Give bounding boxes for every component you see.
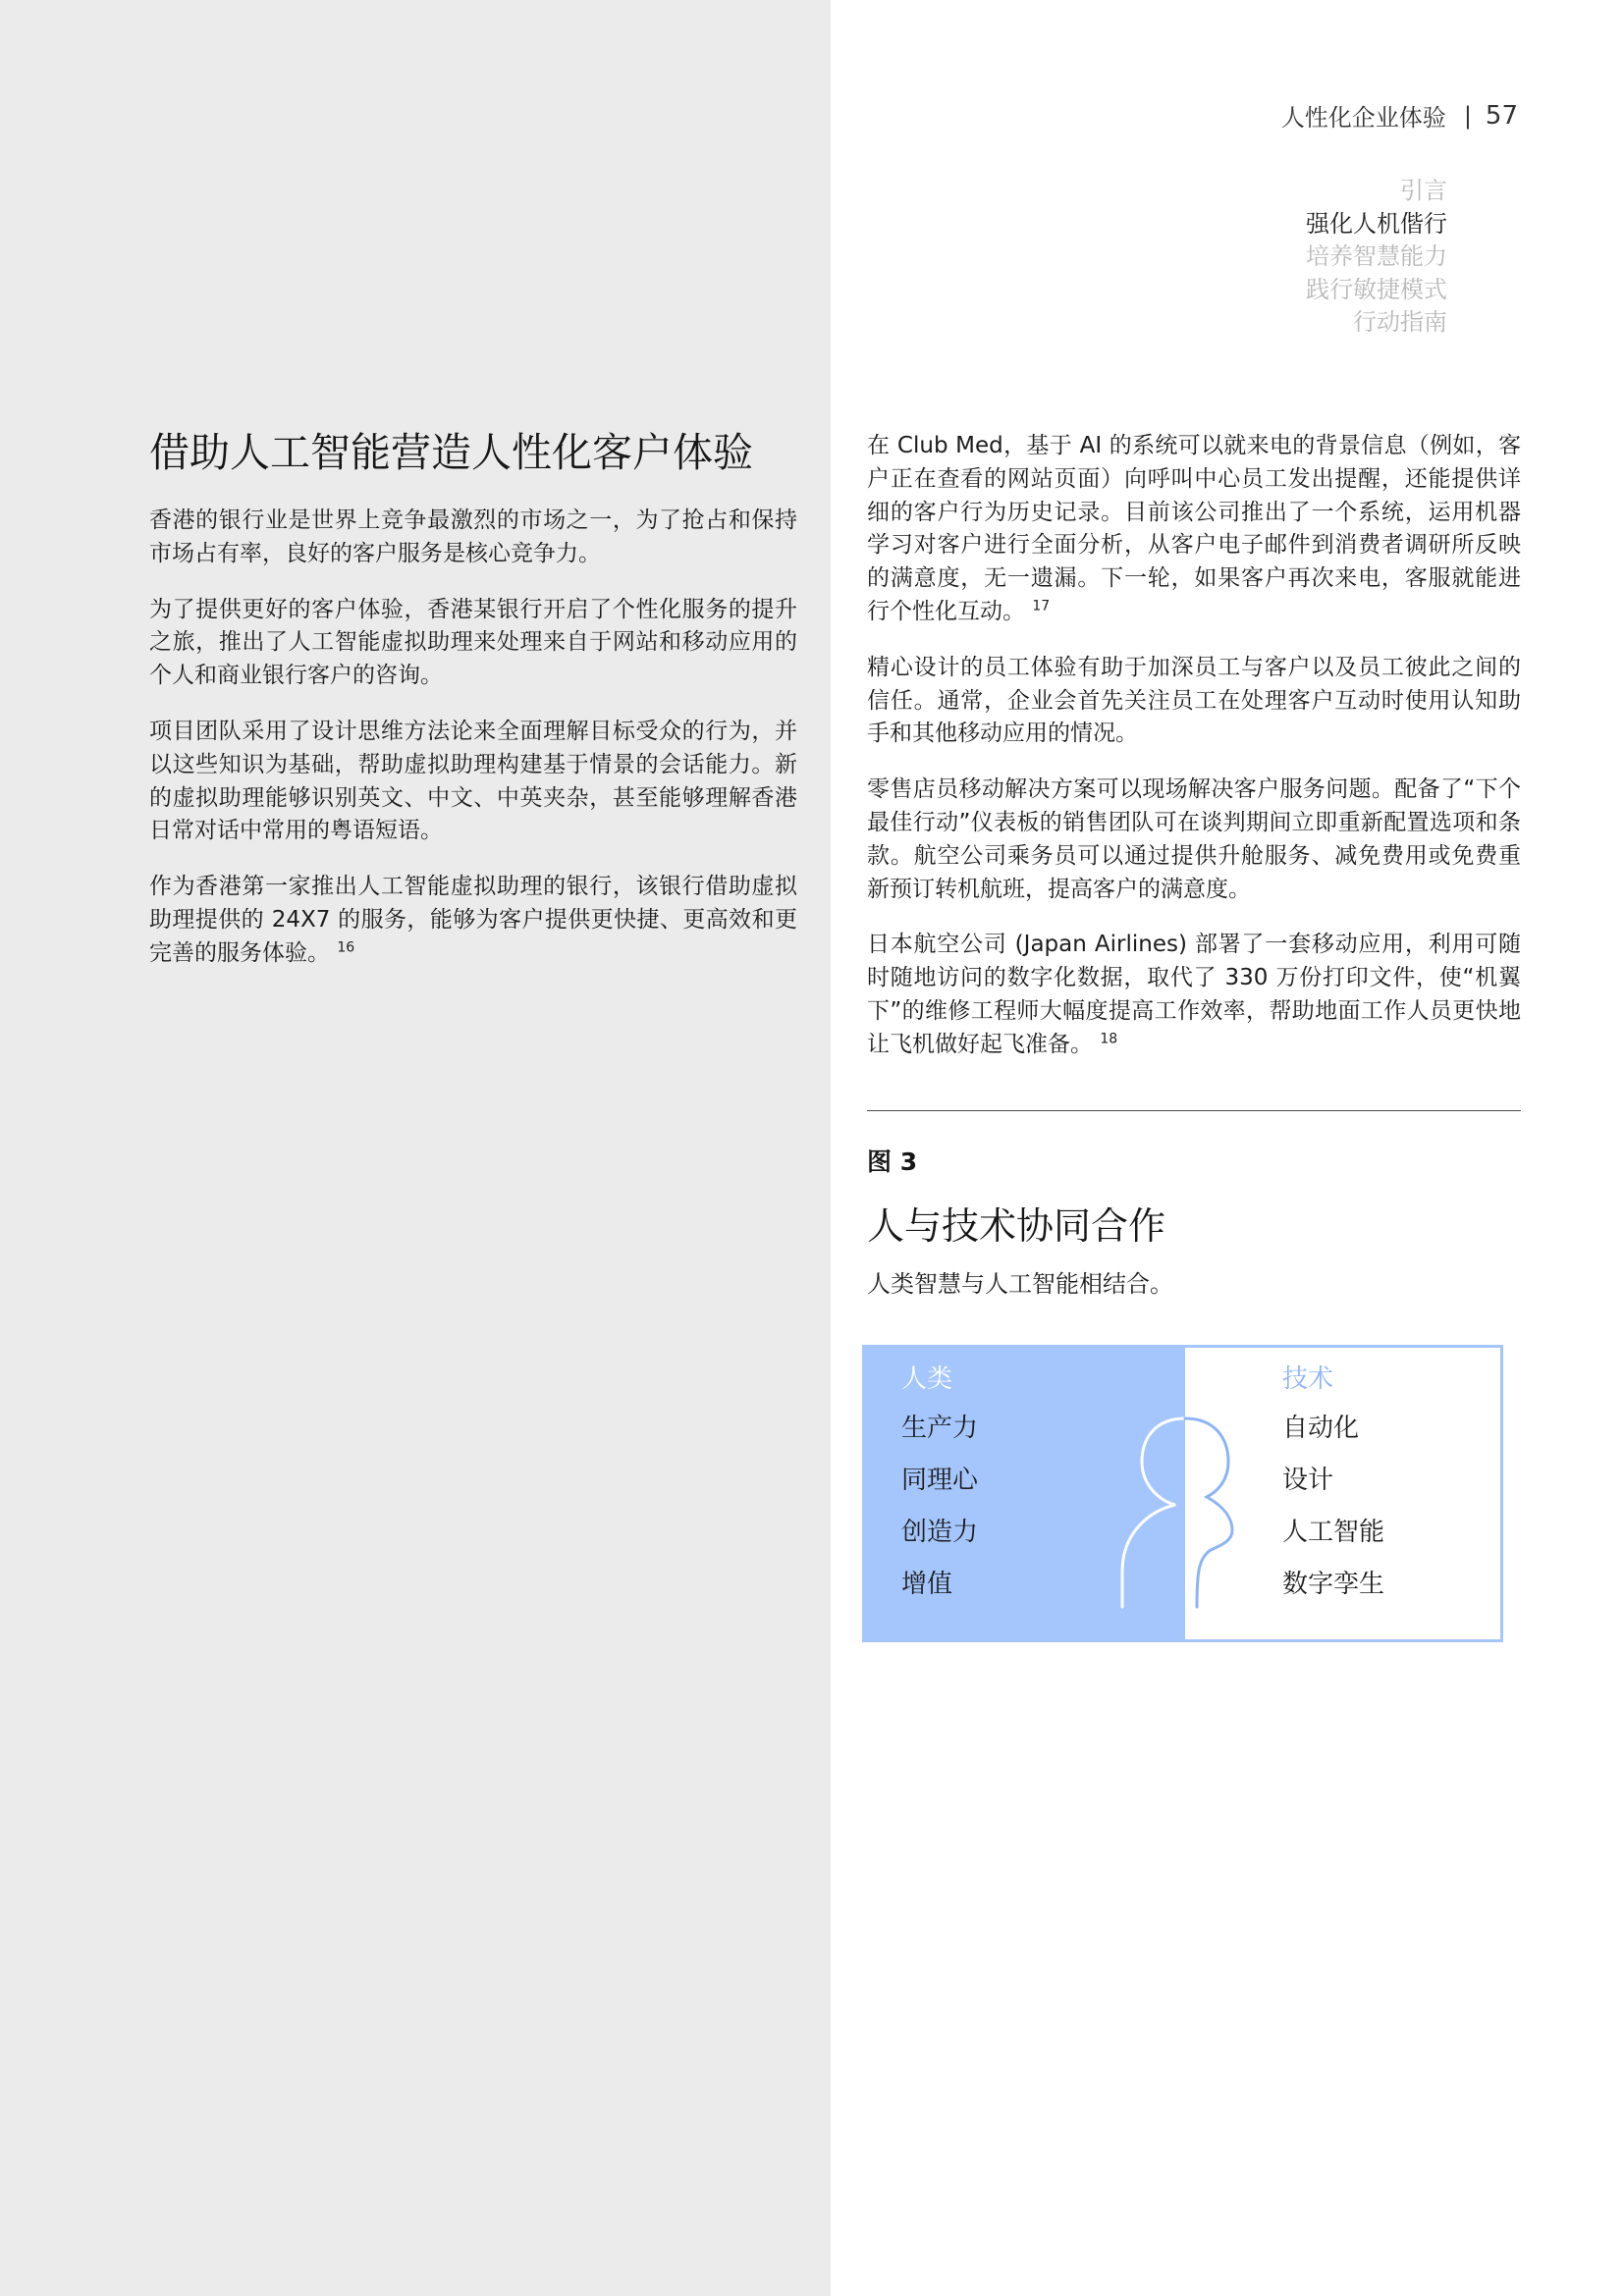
human-list (901, 1356, 978, 1611)
human-item: 创造力 (901, 1518, 979, 1547)
footnote-ref[interactable]: 17 (1032, 598, 1051, 614)
article-paragraph: 为了提供更好的客户体验，香港某银行开启了个性化服务的提升之旅，推出了人工智能虚拟助理来处理来自于网站和移动应用的个人和商业银行客户的咨询。 (149, 596, 797, 689)
tech-item: 数字孪生 (1282, 1570, 1385, 1599)
article-right-column (867, 430, 1521, 1085)
running-head-separator: | (1463, 101, 1472, 130)
article-paragraph: 项目团队采用了设计思维方法论来全面理解目标受众的行为，并以这些知识为基础，帮助虚拟助理构建基于情景的会话能力。新的虚拟助理能够识别英文、中文、中英夹杂，甚至能够理解香港日常对话中常用的粤语短语。 (149, 718, 797, 844)
human-item: 生产力 (901, 1414, 979, 1443)
nav-item-human-machine[interactable]: 强化人机偕行 (1306, 209, 1447, 238)
figure-title: 人与技术协同合作 (867, 1204, 1166, 1248)
human-item: 同理心 (901, 1466, 979, 1495)
article-paragraph: 日本航空公司 (Japan Airlines) 部署了一套移动应用，利用可随时随地访问的数字化数据，取代了 330 万份打印文件，使“机翼下”的维修工程师大幅度提高工作效率，帮助地面工作人员更快地让飞机做好起飞准备。 $^{18}$ (867, 932, 1521, 1057)
article-paragraph: 在 Club Med，基于 AI 的系统可以就来电的背景信息（例如，客户正在查看的网站页面）向呼叫中心员工发出提醒，还能提供详细的客户行为历史记录。目前该公司推出了一个系统，运用机器学习对客户进行全面分析，从客户电子邮件到消费者调研所反映的满意度，无一遗漏。下一轮，如果客户再次来电，客服就能进行个性化互动。 $^{17}$ (867, 433, 1521, 624)
running-head (1281, 98, 1518, 133)
section-nav (1306, 175, 1447, 340)
tech-heading: 技术 (1282, 1364, 1334, 1394)
tech-item: 设计 (1282, 1466, 1334, 1495)
tech-list (1282, 1356, 1384, 1611)
nav-item-intelligence[interactable]: 培养智慧能力 (1306, 242, 1447, 270)
footnote-ref[interactable]: 18 (1100, 1031, 1118, 1047)
article-paragraph: 精心设计的员工体验有助于加深员工与客户以及员工彼此之间的信任。通常，企业会首先关注员工在处理客户互动时使用认知助手和其他移动应用的情况。 (867, 654, 1521, 747)
figure-subtitle: 人类智慧与人工智能相结合。 (867, 1270, 1173, 1298)
article-paragraph: 香港的银行业是世界上竞争最激烈的市场之一，为了抢占和保持市场占有率，良好的客户服务是核心竞争力。 (149, 507, 797, 566)
article-heading: 借助人工智能营造人性化客户体验 (149, 429, 753, 476)
article-paragraph: 作为香港第一家推出人工智能虚拟助理的银行，该银行借助虚拟助理提供的 24X7 的服务，能够为客户提供更快捷、更高效和更完善的服务体验。 $^{16}$ (149, 874, 797, 966)
figure-divider (867, 1110, 1521, 1111)
human-item: 增值 (901, 1570, 953, 1599)
article-left-column (149, 426, 797, 993)
tech-item: 人工智能 (1282, 1518, 1385, 1547)
human-heading: 人类 (901, 1364, 953, 1394)
article-paragraph: 零售店员移动解决方案可以现场解决客户服务问题。配备了“下个最佳行动”仪表板的销售团队可在谈判期间立即重新配置选项和条款。航空公司乘务员可以通过提供升舱服务、减免费用或免费重新预订转机航班，提高客户的满意度。 (867, 776, 1521, 902)
tech-item: 自动化 (1282, 1414, 1360, 1443)
figure-label: 图 3 (867, 1148, 918, 1176)
page-number: 57 (1485, 100, 1518, 131)
human-tech-diagram (862, 1345, 1503, 1642)
footnote-ref[interactable]: 16 (337, 939, 355, 956)
nav-item-agile[interactable]: 践行敏捷模式 (1306, 275, 1447, 303)
nav-item-action-guide[interactable]: 行动指南 (1353, 308, 1447, 336)
nav-item-intro[interactable]: 引言 (1400, 177, 1447, 204)
running-head-title: 人性化企业体验 (1280, 104, 1446, 132)
